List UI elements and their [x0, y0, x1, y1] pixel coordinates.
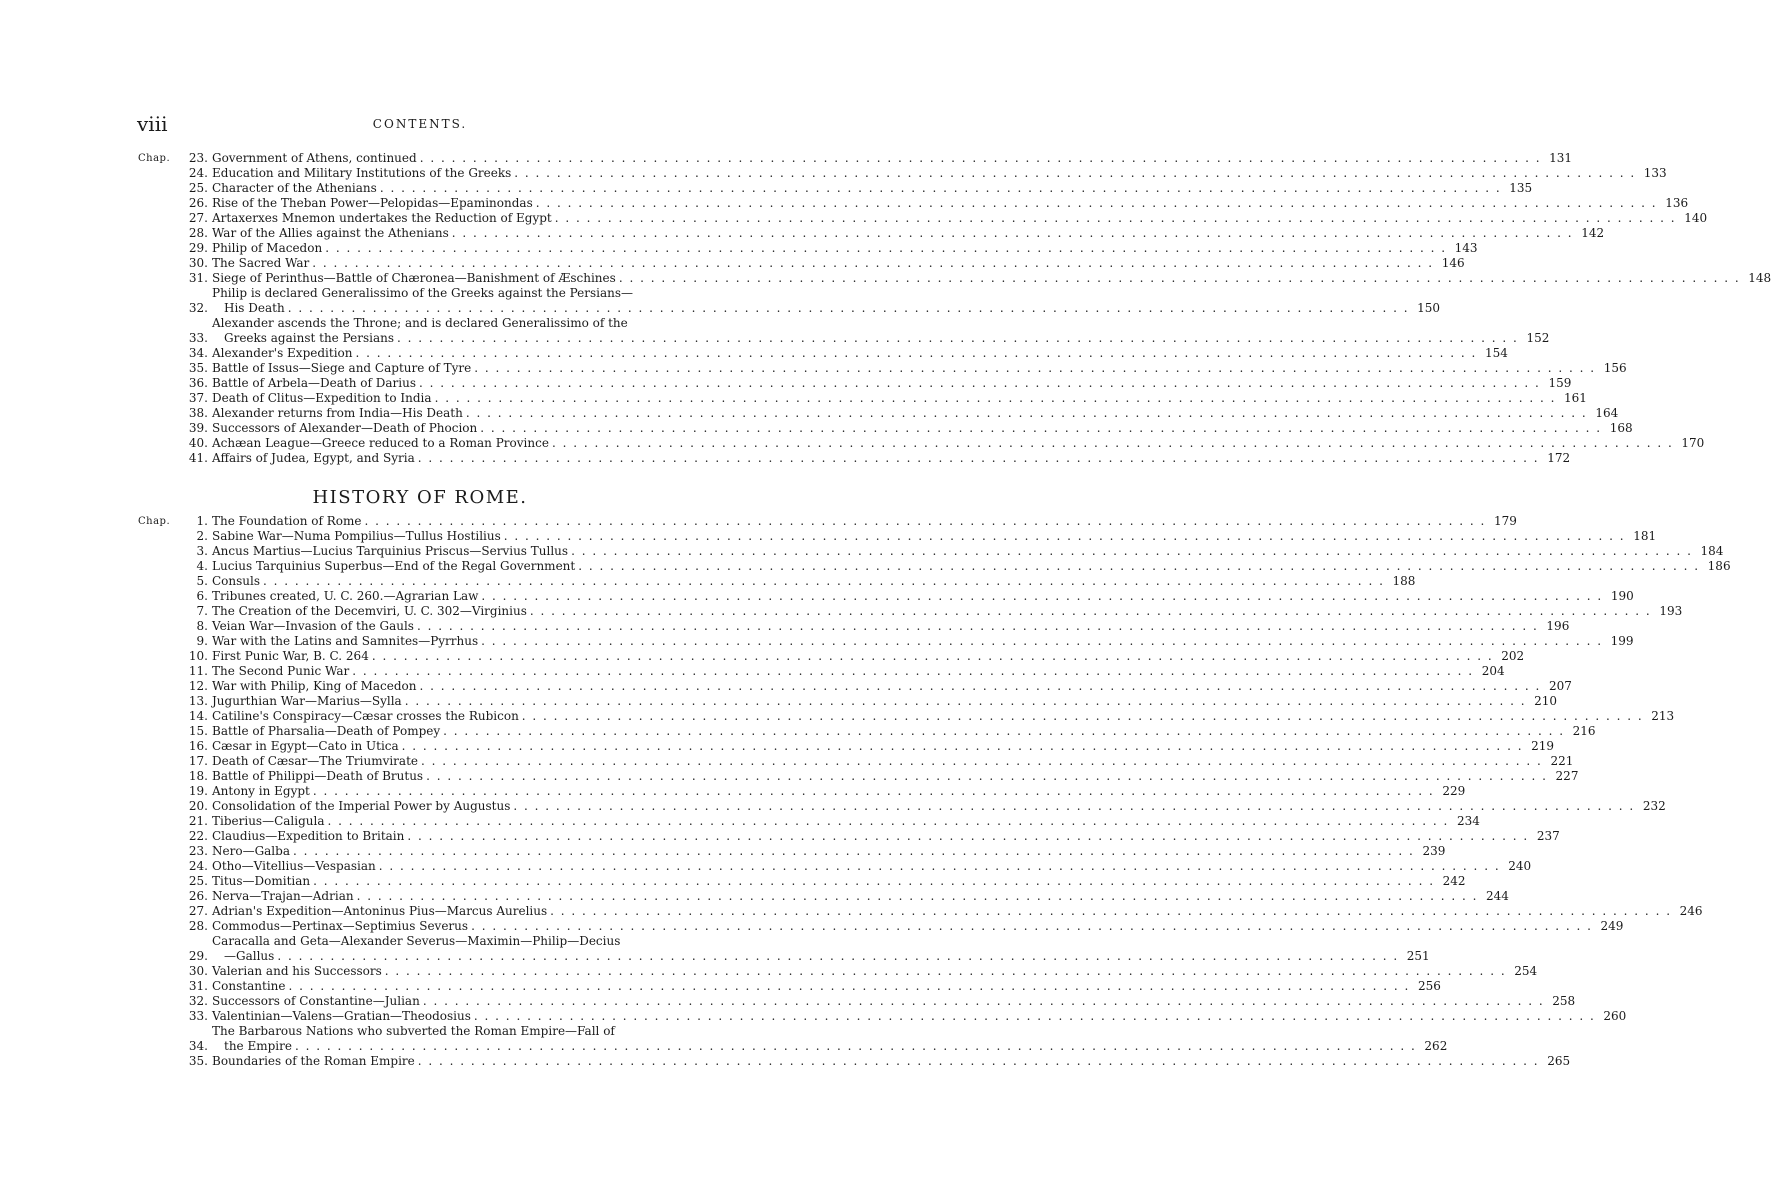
- leader-dots: [418, 451, 1539, 466]
- chapter-title: The Creation of the Decemviri, U. C. 302—Virginius: [212, 604, 527, 618]
- leader-dots: [277, 949, 1398, 964]
- page-ref: 181: [1633, 529, 1657, 543]
- chapter-title-line2: —Gallus: [224, 949, 275, 963]
- page-ref: 227: [1555, 769, 1579, 783]
- chapter-title: Ancus Martius—Lucius Tarquinius Priscus—Servius Tullus: [212, 544, 569, 558]
- toc-rome: [138, 514, 1731, 1069]
- toc-entry: [138, 769, 1579, 784]
- page-ref: 258: [1552, 994, 1576, 1008]
- chapter-title: Character of the Athenians: [212, 181, 377, 195]
- chapter-title: Battle of Arbela—Death of Darius: [212, 376, 416, 390]
- chapter-number: 32.: [188, 301, 208, 315]
- chapter-title: Nerva—Trajan—Adrian: [212, 889, 354, 903]
- chapter-number: 5.: [196, 574, 208, 588]
- chapter-number: 26.: [188, 889, 208, 903]
- leader-dots: [481, 589, 1602, 604]
- page-ref: 249: [1600, 919, 1624, 933]
- chapter-title: Tribunes created, U. C. 260.—Agrarian Law: [212, 589, 479, 603]
- chapter-title: Alexander returns from India—His Death: [212, 406, 463, 420]
- chapter-title: War with the Latins and Samnites—Pyrrhus: [212, 634, 479, 648]
- toc-entry: [138, 241, 1478, 256]
- page-ref: 239: [1422, 844, 1446, 858]
- chapter-number: 11.: [188, 664, 208, 678]
- chapter-title-line2: His Death: [224, 301, 285, 315]
- toc-entry: [138, 649, 1525, 664]
- chapter-title: Titus—Domitian: [212, 874, 311, 888]
- leader-dots: [466, 406, 1587, 421]
- leader-dots: [405, 694, 1526, 709]
- chapter-title-line1: The Barbarous Nations who subverted the Roman Empire—Fall of: [212, 1024, 615, 1038]
- chapter-title: Death of Clitus—Expedition to India: [212, 391, 432, 405]
- chapter-number: 31.: [188, 979, 208, 993]
- chapter-number: 36.: [188, 376, 208, 390]
- leader-dots: [417, 619, 1538, 634]
- page-ref: 156: [1603, 361, 1627, 375]
- toc-entry: [138, 451, 1571, 466]
- leader-dots: [352, 664, 1473, 679]
- leader-dots: [357, 889, 1478, 904]
- page-ref: 142: [1581, 226, 1605, 240]
- chapter-number: 7.: [196, 604, 208, 618]
- page-ref: 135: [1509, 181, 1533, 195]
- chapter-number: 29.: [188, 949, 208, 963]
- chapter-title: Veian War—Invasion of the Gauls: [212, 619, 414, 633]
- toc-entry: [138, 316, 1550, 346]
- page-ref: 202: [1501, 649, 1525, 663]
- toc-entry: [138, 994, 1576, 1009]
- chapter-title: Achæan League—Greece reduced to a Roman Province: [212, 436, 549, 450]
- toc-entry: [138, 799, 1666, 814]
- leader-dots: [263, 574, 1384, 589]
- section-heading-rome: HISTORY OF ROME.: [312, 487, 528, 508]
- toc-entry: [138, 436, 1705, 451]
- page-ref: 265: [1547, 1054, 1571, 1068]
- toc-entry: [138, 589, 1634, 604]
- chapter-number: 30.: [188, 256, 208, 270]
- chapter-title: First Punic War, B. C. 264: [212, 649, 369, 663]
- toc-entry: [138, 904, 1703, 919]
- toc-entry: [138, 226, 1605, 241]
- leader-dots: [402, 739, 1523, 754]
- chapter-title: The Second Punic War: [212, 664, 350, 678]
- leader-dots: [397, 331, 1518, 346]
- chap-label: Chap.: [138, 516, 171, 527]
- leader-dots: [530, 604, 1651, 619]
- chapter-number: 19.: [188, 784, 208, 798]
- chapter-number: 14.: [188, 709, 208, 723]
- toc-entry: [138, 286, 1441, 316]
- toc-entry: [138, 829, 1560, 844]
- chapter-number: 10.: [188, 649, 208, 663]
- chapter-title: Siege of Perinthus—Battle of Chæronea—Banishment of Æschines: [212, 271, 616, 285]
- toc-entry: [138, 391, 1587, 406]
- chapter-number: 3.: [196, 544, 208, 558]
- leader-dots: [325, 241, 1446, 256]
- leader-dots: [418, 1054, 1539, 1069]
- chapter-number: 38.: [188, 406, 208, 420]
- leader-dots: [420, 151, 1541, 166]
- chapter-title-line1: Alexander ascends the Throne; and is declared Generalissimo of the: [212, 316, 628, 330]
- toc-entry: [138, 1009, 1627, 1024]
- chapter-number: 17.: [188, 754, 208, 768]
- page-ref: 188: [1392, 574, 1416, 588]
- chapter-title: Government of Athens, continued: [212, 151, 417, 165]
- toc-entry: [138, 406, 1619, 421]
- leader-dots: [480, 421, 1601, 436]
- chapter-number: 21.: [188, 814, 208, 828]
- toc-entry: [138, 361, 1627, 376]
- page-ref: 148: [1748, 271, 1771, 285]
- page-ref: 140: [1684, 211, 1708, 225]
- chapter-number: 23.: [188, 151, 208, 165]
- toc-entry: [138, 181, 1533, 196]
- toc-entry: [138, 754, 1574, 769]
- toc-greece: [138, 151, 1771, 466]
- page-ref: 196: [1546, 619, 1570, 633]
- chapter-number: 33.: [188, 331, 208, 345]
- leader-dots: [420, 679, 1541, 694]
- page-ref: 262: [1424, 1039, 1448, 1053]
- toc-entry: [138, 844, 1446, 859]
- chapter-number: 1.: [196, 514, 208, 528]
- toc-entry: [138, 934, 1430, 964]
- page-ref: 216: [1572, 724, 1596, 738]
- leader-dots: [423, 994, 1544, 1009]
- chapter-title: Nero—Galba: [212, 844, 290, 858]
- page-number: viii: [137, 112, 168, 136]
- leader-dots: [380, 181, 1501, 196]
- page-ref: 136: [1665, 196, 1689, 210]
- page-ref: 242: [1442, 874, 1466, 888]
- chapter-title: Adrian's Expedition—Antoninus Pius—Marcus Aurelius: [212, 904, 548, 918]
- toc-entry: [138, 694, 1558, 709]
- chapter-number: 12.: [188, 679, 208, 693]
- page-ref: 237: [1536, 829, 1560, 843]
- chapter-number: 26.: [188, 196, 208, 210]
- page-ref: 172: [1547, 451, 1571, 465]
- chapter-title: Commodus—Pertinax—Septimius Severus: [212, 919, 469, 933]
- toc-entry: [138, 514, 1517, 529]
- chapter-number: 34.: [188, 1039, 208, 1053]
- chapter-number: 25.: [188, 874, 208, 888]
- chapter-title: Claudius—Expedition to Britain: [212, 829, 405, 843]
- chapter-number: 28.: [188, 226, 208, 240]
- page-ref: 133: [1643, 166, 1667, 180]
- page-ref: 150: [1417, 301, 1441, 315]
- page-ref: 254: [1514, 964, 1538, 978]
- toc-entry: [138, 889, 1509, 904]
- page-ref: 143: [1454, 241, 1478, 255]
- chapter-number: 39.: [188, 421, 208, 435]
- chapter-title: Catiline's Conspiracy—Cæsar crosses the Rubicon: [212, 709, 519, 723]
- leader-dots: [364, 514, 1485, 529]
- leader-dots: [407, 829, 1528, 844]
- chapter-title: Consuls: [212, 574, 261, 588]
- toc-entry: [138, 376, 1572, 391]
- chapter-number: 41.: [188, 451, 208, 465]
- chapter-number: 37.: [188, 391, 208, 405]
- chapter-title: Battle of Philippi—Death of Brutus: [212, 769, 424, 783]
- leader-dots: [379, 859, 1500, 874]
- chapter-number: 34.: [188, 346, 208, 360]
- chapter-title: War with Philip, King of Macedon: [212, 679, 417, 693]
- leader-dots: [328, 814, 1449, 829]
- page-ref: 232: [1642, 799, 1666, 813]
- chapter-number: 18.: [188, 769, 208, 783]
- chapter-title: The Sacred War: [212, 256, 310, 270]
- leader-dots: [504, 529, 1625, 544]
- toc-entry: [138, 574, 1416, 589]
- toc-entry: [138, 964, 1538, 979]
- leader-dots: [474, 1009, 1595, 1024]
- leader-dots: [552, 436, 1673, 451]
- chapter-number: 8.: [196, 619, 208, 633]
- toc-entry: [138, 559, 1731, 574]
- page-ref: 190: [1610, 589, 1634, 603]
- leader-dots: [312, 256, 1433, 271]
- chapter-number: 35.: [188, 361, 208, 375]
- toc-entry: [138, 739, 1555, 754]
- toc-entry: [138, 634, 1634, 649]
- chap-label: Chap.: [138, 153, 171, 164]
- toc-entry: [138, 166, 1667, 181]
- chapter-title: Rise of the Theban Power—Pelopidas—Epaminondas: [212, 196, 533, 210]
- toc-entry: [138, 196, 1689, 211]
- page-ref: 256: [1417, 979, 1441, 993]
- page-ref: 221: [1550, 754, 1574, 768]
- leader-dots: [536, 196, 1657, 211]
- page-ref: 199: [1610, 634, 1634, 648]
- leader-dots: [313, 784, 1434, 799]
- chapter-number: 32.: [188, 994, 208, 1008]
- leader-dots: [372, 649, 1493, 664]
- leader-dots: [474, 361, 1595, 376]
- chapter-number: 30.: [188, 964, 208, 978]
- page-ref: 184: [1700, 544, 1724, 558]
- page-ref: 164: [1595, 406, 1619, 420]
- chapter-number: 25.: [188, 181, 208, 195]
- toc-entry: [138, 529, 1657, 544]
- chapter-number: 40.: [188, 436, 208, 450]
- toc-entry: [138, 151, 1573, 166]
- toc-entry: [138, 664, 1505, 679]
- leader-dots: [571, 544, 1692, 559]
- chapter-title: Battle of Issus—Siege and Capture of Tyre: [212, 361, 472, 375]
- leader-dots: [293, 844, 1414, 859]
- leader-dots: [471, 919, 1592, 934]
- page-ref: 152: [1526, 331, 1550, 345]
- toc-entry: [138, 421, 1633, 436]
- page-ref: 260: [1603, 1009, 1627, 1023]
- chapter-number: 6.: [196, 589, 208, 603]
- page-ref: 240: [1508, 859, 1532, 873]
- page-ref: 146: [1441, 256, 1465, 270]
- page-ref: 207: [1548, 679, 1572, 693]
- page-ref: 168: [1609, 421, 1633, 435]
- page-ref: 131: [1549, 151, 1573, 165]
- chapter-number: 4.: [196, 559, 208, 573]
- chapter-title: Boundaries of the Roman Empire: [212, 1054, 415, 1068]
- chapter-title-line1: Philip is declared Generalissimo of the Greeks against the Persians—: [212, 286, 634, 300]
- leader-dots: [513, 799, 1634, 814]
- running-title: CONTENTS.: [372, 117, 468, 131]
- toc-entry: [138, 346, 1508, 361]
- chapter-number: 22.: [188, 829, 208, 843]
- toc-entry: [138, 979, 1441, 994]
- leader-dots: [289, 979, 1410, 994]
- toc-entry: [138, 859, 1532, 874]
- chapter-number: 27.: [188, 211, 208, 225]
- leader-dots: [295, 1039, 1416, 1054]
- chapter-title: Jugurthian War—Marius—Sylla: [212, 694, 402, 708]
- chapter-number: 33.: [188, 1009, 208, 1023]
- chapter-title: Successors of Constantine—Julian: [212, 994, 420, 1008]
- toc-entry: [138, 211, 1708, 226]
- chapter-number: 20.: [188, 799, 208, 813]
- chapter-number: 24.: [188, 166, 208, 180]
- chapter-title-line2: the Empire: [224, 1039, 292, 1053]
- toc-entry: [138, 619, 1570, 634]
- chapter-title: Death of Cæsar—The Triumvirate: [212, 754, 418, 768]
- leader-dots: [514, 166, 1635, 181]
- chapter-title: Artaxerxes Mnemon undertakes the Reduction of Egypt: [212, 211, 552, 225]
- chapter-title: Successors of Alexander—Death of Phocion: [212, 421, 478, 435]
- chapter-title-line1: Caracalla and Geta—Alexander Severus—Maximin—Philip—Decius: [212, 934, 621, 948]
- toc-entry: [138, 544, 1724, 559]
- page-ref: 204: [1481, 664, 1505, 678]
- chapter-title: Alexander's Expedition: [212, 346, 353, 360]
- toc-entry: [138, 874, 1466, 889]
- leader-dots: [288, 301, 1409, 316]
- chapter-number: 16.: [188, 739, 208, 753]
- leader-dots: [522, 709, 1643, 724]
- page-ref: 229: [1442, 784, 1466, 798]
- page-ref: 193: [1659, 604, 1683, 618]
- page-ref: 219: [1531, 739, 1555, 753]
- page-ref: 246: [1679, 904, 1703, 918]
- chapter-title: Valentinian—Valens—Gratian—Theodosius: [212, 1009, 471, 1023]
- chapter-title: Valerian and his Successors: [212, 964, 382, 978]
- page-ref: 186: [1707, 559, 1731, 573]
- toc-entry: [138, 1024, 1448, 1054]
- chapter-title: Sabine War—Numa Pompilius—Tullus Hostilius: [212, 529, 501, 543]
- leader-dots: [313, 874, 1434, 889]
- chapter-title: Lucius Tarquinius Superbus—End of the Regal Government: [212, 559, 576, 573]
- page-ref: 154: [1484, 346, 1508, 360]
- chapter-title: Tiberius—Caligula: [212, 814, 325, 828]
- chapter-number: 2.: [196, 529, 208, 543]
- chapter-number: 31.: [188, 271, 208, 285]
- leader-dots: [385, 964, 1506, 979]
- leader-dots: [550, 904, 1671, 919]
- leader-dots: [435, 391, 1556, 406]
- page-ref: 251: [1406, 949, 1430, 963]
- page-ref: 210: [1534, 694, 1558, 708]
- toc-entry: [138, 271, 1771, 286]
- page-ref: 213: [1651, 709, 1675, 723]
- toc-entry: [138, 724, 1596, 739]
- page-ref: 179: [1493, 514, 1517, 528]
- chapter-number: 28.: [188, 919, 208, 933]
- chapter-number: 27.: [188, 904, 208, 918]
- leader-dots: [619, 271, 1740, 286]
- chapter-title: Philip of Macedon: [212, 241, 323, 255]
- chapter-number: 15.: [188, 724, 208, 738]
- chapter-number: 13.: [188, 694, 208, 708]
- chapter-title: War of the Allies against the Athenians: [212, 226, 449, 240]
- chapter-title: Antony in Egypt: [212, 784, 310, 798]
- page-ref: 244: [1486, 889, 1509, 903]
- leader-dots: [443, 724, 1564, 739]
- page-ref: 170: [1681, 436, 1705, 450]
- chapter-title: Constantine: [212, 979, 286, 993]
- toc-entry: [138, 919, 1624, 934]
- leader-dots: [426, 769, 1547, 784]
- leader-dots: [356, 346, 1477, 361]
- toc-entry: [138, 1054, 1571, 1069]
- chapter-title: Affairs of Judea, Egypt, and Syria: [212, 451, 415, 465]
- chapter-title: Battle of Pharsalia—Death of Pompey: [212, 724, 441, 738]
- toc-entry: [138, 679, 1572, 694]
- leader-dots: [452, 226, 1573, 241]
- chapter-number: 35.: [188, 1054, 208, 1068]
- leader-dots: [421, 754, 1542, 769]
- chapter-number: 23.: [188, 844, 208, 858]
- page-ref: 161: [1564, 391, 1587, 405]
- chapter-number: 29.: [188, 241, 208, 255]
- leader-dots: [419, 376, 1540, 391]
- leader-dots: [481, 634, 1602, 649]
- chapter-number: 24.: [188, 859, 208, 873]
- chapter-title: Otho—Vitellius—Vespasian: [212, 859, 376, 873]
- toc-entry: [138, 256, 1465, 271]
- leader-dots: [578, 559, 1699, 574]
- chapter-title: The Foundation of Rome: [212, 514, 362, 528]
- chapter-title: Cæsar in Egypt—Cato in Utica: [212, 739, 399, 753]
- toc-entry: [138, 814, 1480, 829]
- page-ref: 159: [1548, 376, 1572, 390]
- toc-entry: [138, 709, 1675, 724]
- chapter-number: 9.: [196, 634, 208, 648]
- toc-entry: [138, 604, 1683, 619]
- chapter-title-line2: Greeks against the Persians: [224, 331, 394, 345]
- chapter-title: Education and Military Institutions of the Greeks: [212, 166, 512, 180]
- page-ref: 234: [1456, 814, 1480, 828]
- leader-dots: [555, 211, 1676, 226]
- chapter-title: Consolidation of the Imperial Power by Augustus: [212, 799, 511, 813]
- toc-entry: [138, 784, 1466, 799]
